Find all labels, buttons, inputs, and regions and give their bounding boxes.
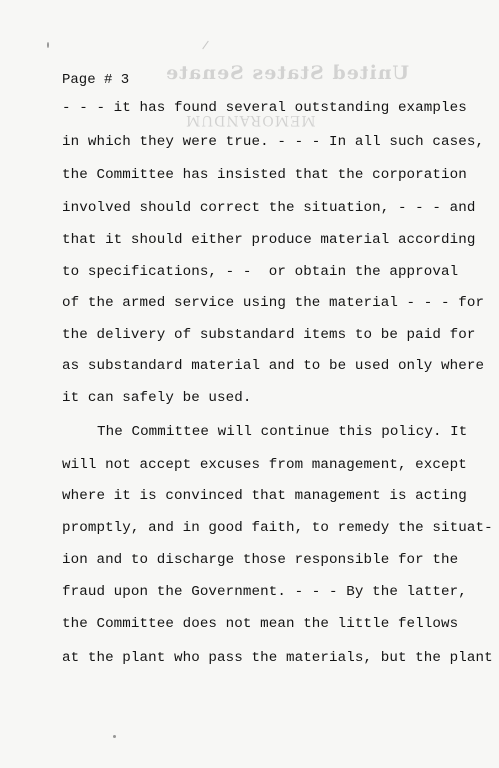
text-line: at the plant who pass the materials, but the plant xyxy=(62,650,493,666)
text-line: in which they were true. - - - In all such cases, xyxy=(62,134,485,150)
text-line: The Committee will continue this policy. It xyxy=(97,424,468,440)
text-line: will not accept excuses from management, except xyxy=(62,457,467,473)
text-line: of the armed service using the material - - - for xyxy=(62,295,485,311)
watermark-line-1: United States Senate xyxy=(165,62,410,84)
page-number: Page # 3 xyxy=(62,72,130,88)
text-line: the Committee has insisted that the corporation xyxy=(62,167,467,183)
watermark-line-2: MEMORANDUM xyxy=(185,112,316,128)
text-line: the Committee does not mean the little fellows xyxy=(62,616,459,632)
text-line: to specifications, - - or obtain the approval xyxy=(62,264,459,280)
text-line: where it is convinced that management is acting xyxy=(62,488,467,504)
scan-speck xyxy=(113,735,116,738)
text-line: - - - it has found several outstanding examples xyxy=(62,100,467,116)
text-line: it can safely be used. xyxy=(62,390,252,406)
text-line: fraud upon the Government. - - - By the latter, xyxy=(62,584,467,600)
text-line: ion and to discharge those responsible for the xyxy=(62,552,459,568)
scan-mark xyxy=(202,41,209,50)
text-line: promptly, and in good faith, to remedy the situat- xyxy=(62,520,493,536)
text-line: that it should either produce material according xyxy=(62,232,476,248)
text-line: the delivery of substandard items to be paid for xyxy=(62,327,476,343)
text-line: involved should correct the situation, - - - and xyxy=(62,200,476,216)
scan-speck xyxy=(47,42,49,48)
text-line: as substandard material and to be used only where xyxy=(62,358,485,374)
